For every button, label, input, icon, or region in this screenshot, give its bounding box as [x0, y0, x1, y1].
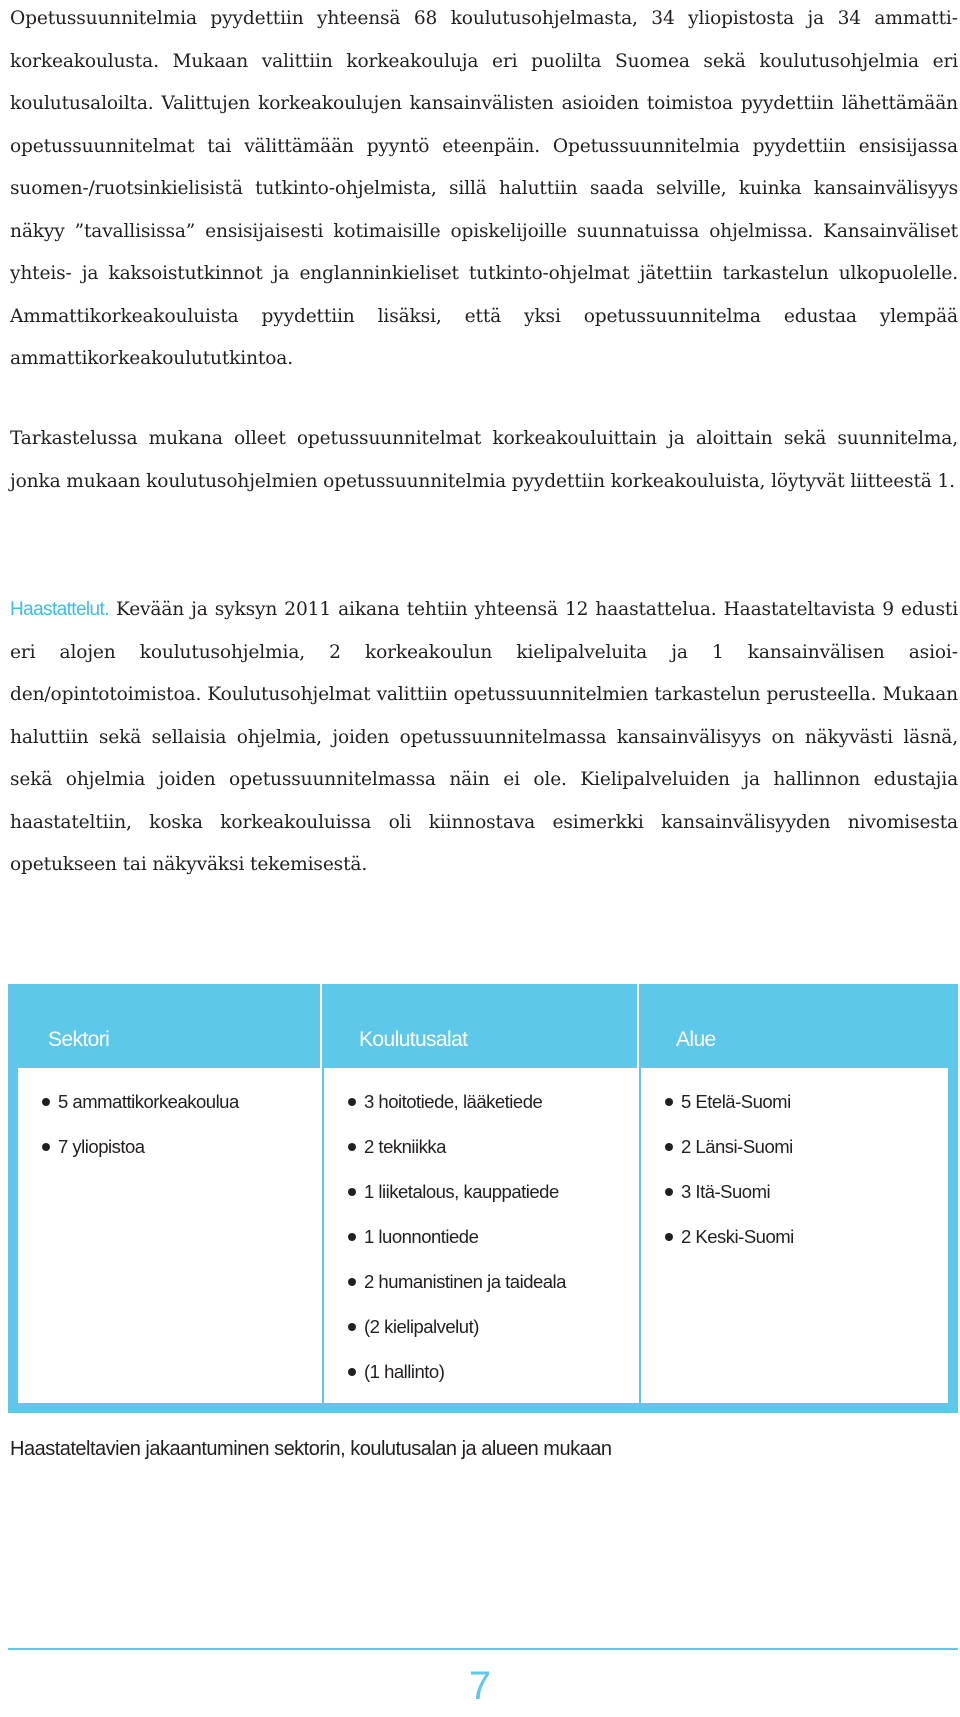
koulutusalat-list: [324, 1079, 639, 1394]
list-item: 5 ammattikorkeakoulua: [58, 1079, 322, 1124]
column-heading-alue: Alue: [676, 1028, 716, 1051]
column-sektori: [18, 1068, 322, 1403]
column-koulutusalat: [322, 1068, 639, 1403]
list-item: 2 tekniikka: [364, 1124, 639, 1169]
paragraph-curricula-request: Opetussuunnitelmia pyydettiin yhteensä 68 koulutusohjelmasta, 34 yliopistosta ja 34 ammattikorkeakoulusta. Mukaan valittiin korkeakouluja eri puolilta Suomea sekä koulutusohjelmia eri koulutusaloilta. Valittujen korkeakoulujen kansainvälisten asioiden toimistoa pyydettiin lähettämään opetussuunnitelmat tai välittämään pyyntö eteenpäin. Opetussuunnitelmia pyydettiin ensisijassa suomen-/ruotsinkielisistä tutkinto-ohjelmista, sillä haluttiin saada selville, kuinka kansainvälisyys näkyy ”tavallisissa” ensisijaisesti kotimaisille opiskelijoille suunnatuissa ohjelmissa. Kansainväliset yhteis- ja kaksoistutkinnot ja englanninkieliset tutkinto-ohjelmat jätettiin tarkastelun ulkopuolelle. Ammattikorkeakouluista pyydettiin lisäksi, että yksi opetussuunnitelma edustaa ylempää ammattikorkeakoulututkintoa.: [10, 8, 958, 369]
sektori-list: [18, 1079, 322, 1169]
list-item: 1 luonnontiede: [364, 1214, 639, 1259]
list-item: 7 yliopistoa: [58, 1124, 322, 1169]
list-item: 2 humanistinen ja taideala: [364, 1259, 639, 1304]
interviewee-distribution-table: [8, 984, 958, 1413]
list-item: (1 hallinto): [364, 1349, 639, 1394]
list-item: 3 hoitotiede, lääketiede: [364, 1079, 639, 1124]
table-body: [18, 1068, 948, 1403]
run-in-heading-interviews: Haastattelut.: [10, 599, 109, 620]
alue-list: [641, 1079, 948, 1259]
paragraph-interviews: [10, 589, 958, 887]
column-heading-sektori: Sektori: [48, 1028, 110, 1051]
list-item: 3 Itä-Suomi: [681, 1169, 948, 1214]
page-number: 7: [468, 1664, 492, 1708]
list-item: 5 Etelä-Suomi: [681, 1079, 948, 1124]
table-caption: Haastateltavien jakaantuminen sektorin, koulutusalan ja alueen mukaan: [10, 1438, 612, 1460]
column-divider: [637, 984, 639, 1068]
paragraph-appendix-reference: Tarkastelussa mukana olleet opetussuunnitelmat korkeakouluittain ja aloittain sekä suunnitelma, jonka mukaan koulutusohjelmien opetussuunnitelmia pyydettiin korkeakouluista, löytyvät liitteestä 1.: [10, 428, 958, 492]
column-alue: [639, 1068, 948, 1403]
list-item: 2 Keski-Suomi: [681, 1214, 948, 1259]
paragraph-interviews-text: Kevään ja syksyn 2011 aikana tehtiin yhteensä 12 haastattelua. Haastateltavista 9 edusti eri alojen koulutusohjelmia, 2 korkeakoulun kielipalveluita ja 1 kansainvälisen asioiden/opintotoimistoa. Koulutusohjelmat valittiin opetussuunnitelmien tarkastelun perusteella. Mukaan haluttiin sekä sellaisia ohjelmia, joiden opetussuunnitelmassa kansainvälisyys on näkyvästi läsnä, sekä ohjelmia joiden opetussuunnitelmassa näin ei ole. Kielipalveluiden ja hallinnon edustajia haastateltiin, koska korkeakouluissa oli kiinnostava esimerkki kansainvälisyyden nivomisesta opetukseen tai näkyväksi tekemisestä.: [10, 599, 958, 875]
column-heading-koulutusalat: Koulutusalat: [359, 1028, 468, 1051]
list-item: 2 Länsi-Suomi: [681, 1124, 948, 1169]
footer-divider: [8, 1648, 958, 1650]
column-divider: [320, 984, 322, 1068]
list-item: (2 kielipalvelut): [364, 1304, 639, 1349]
list-item: 1 liiketalous, kauppatiede: [364, 1169, 639, 1214]
